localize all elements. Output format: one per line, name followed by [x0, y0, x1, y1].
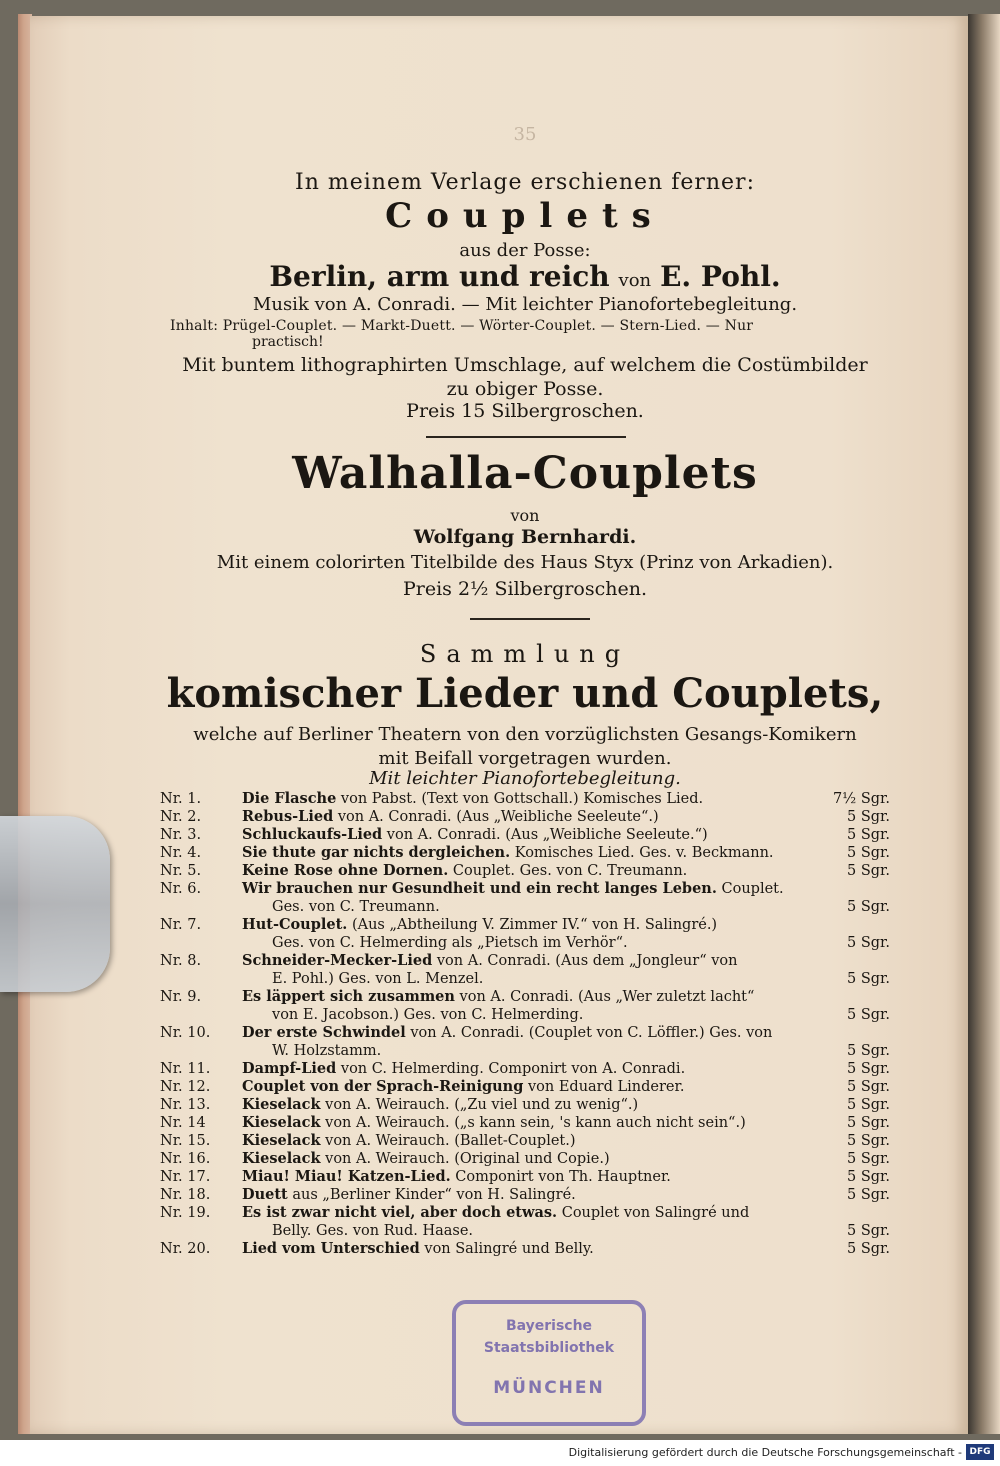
song-text [242, 1204, 802, 1222]
song-details: von A. Conradi. (Aus „Weibliche Seeleute“.) [333, 809, 659, 825]
song-details-continued: Ges. von C. Treumann. [272, 899, 440, 915]
song-title: Miau! Miau! Katzen-Lied. [242, 1168, 451, 1185]
song-number: Nr. 11. [160, 1061, 211, 1077]
work-title: Berlin, arm und reich [269, 260, 610, 293]
song-title: Es ist zwar nicht viel, aber doch etwas. [242, 1204, 558, 1221]
dfg-logo: DFG [966, 1444, 994, 1460]
book-gutter [968, 14, 1000, 1434]
song-price: 5 Sgr. [847, 935, 890, 951]
page-clip [0, 816, 110, 992]
work-line [160, 260, 890, 293]
song-text [242, 1168, 802, 1186]
song-number: Nr. 6. [160, 881, 202, 897]
song-price: 5 Sgr. [847, 1133, 890, 1149]
song-details: von Eduard Linderer. [523, 1079, 685, 1095]
cover-line-2: zu obiger Posse. [446, 378, 604, 400]
song-text [242, 1240, 802, 1258]
song-number: Nr. 5. [160, 863, 202, 879]
song-text [242, 916, 802, 934]
song-text [242, 880, 802, 898]
song-number: Nr. 2. [160, 809, 202, 825]
song-number: Nr. 3. [160, 827, 202, 843]
contents-line-1: Inhalt: Prügel-Couplet. — Markt-Duett. — Wörter-Couplet. — Stern-Lied. — Nur [170, 318, 754, 334]
song-title: Hut-Couplet. [242, 916, 348, 933]
walhalla-author: Wolfgang Bernhardi. [413, 526, 637, 548]
song-details: von A. Weirauch. (Original und Copie.) [320, 1151, 610, 1167]
song-number: Nr. 10. [160, 1025, 211, 1041]
music-line: Musik von A. Conradi. — Mit leichter Pianofortebegleitung. [252, 294, 798, 315]
song-title: Es läppert sich zusammen [242, 988, 455, 1005]
divider-1 [426, 436, 626, 438]
song-title: Kieselack [242, 1150, 321, 1167]
song-title: Kieselack [242, 1132, 321, 1149]
stamp-line-3: MÜNCHEN [493, 1378, 605, 1398]
song-details: von Pabst. (Text von Gottschall.) Komisches Lied. [336, 791, 704, 807]
song-details-continued: von E. Jacobson.) Ges. von C. Helmerding. [272, 1007, 584, 1023]
song-number: Nr. 15. [160, 1133, 211, 1149]
song-price: 5 Sgr. [847, 899, 890, 915]
song-number: Nr. 9. [160, 989, 202, 1005]
song-number: Nr. 16. [160, 1151, 211, 1167]
song-title: Couplet von der Sprach-Reinigung [242, 1078, 524, 1095]
song-details: Couplet. Ges. von C. Treumann. [448, 863, 688, 879]
library-stamp [452, 1300, 646, 1426]
song-number: Nr. 1. [160, 791, 202, 807]
song-title: Der erste Schwindel [242, 1024, 406, 1041]
cover-line-1: Mit buntem lithographirten Umschlage, auf welchem die Costümbilder [182, 354, 868, 376]
song-text [242, 1096, 802, 1114]
song-title: Die Flasche [242, 790, 337, 807]
song-price: 5 Sgr. [847, 1241, 890, 1257]
song-title: Duett [242, 1186, 288, 1203]
song-number: Nr. 7. [160, 917, 202, 933]
song-number: Nr. 17. [160, 1169, 211, 1185]
page-number: 35 [513, 124, 537, 145]
song-text [242, 790, 802, 808]
contents-line-2: practisch! [252, 334, 324, 350]
song-number: Nr. 12. [160, 1079, 211, 1095]
song-price: 5 Sgr. [847, 1097, 890, 1113]
song-price: 5 Sgr. [847, 845, 890, 861]
song-text [242, 1132, 802, 1150]
walhalla-price: Preis 2½ Silbergroschen. [402, 578, 647, 600]
song-price: 5 Sgr. [847, 809, 890, 825]
song-text [242, 1186, 802, 1204]
song-details: von A. Conradi. (Aus dem „Jongleur“ von [432, 953, 738, 969]
song-text [242, 1024, 802, 1042]
divider-2 [470, 618, 590, 620]
song-text [242, 826, 802, 844]
song-details: Couplet. [716, 881, 784, 897]
song-details-continued: Ges. von C. Helmerding als „Pietsch im Verhör“. [272, 935, 628, 951]
song-text [242, 988, 802, 1006]
song-price: 5 Sgr. [847, 827, 890, 843]
song-details: von A. Conradi. (Aus „Wer zuletzt lacht“ [454, 989, 755, 1005]
song-title: Rebus-Lied [242, 808, 334, 825]
sammlung-title: Sammlung [419, 640, 631, 668]
song-number: Nr. 18. [160, 1187, 211, 1203]
song-text [242, 1060, 802, 1078]
sammlung-accomp: Mit leichter Pianofortebegleitung. [369, 768, 681, 789]
price-line: Preis 15 Silbergroschen. [406, 400, 644, 422]
song-details-continued: W. Holzstamm. [272, 1043, 382, 1059]
song-details: von A. Conradi. (Couplet von C. Löffler.) Ges. von [405, 1025, 773, 1041]
song-price: 5 Sgr. [847, 1223, 890, 1239]
song-details: von Salingré und Belly. [419, 1241, 594, 1257]
song-price: 5 Sgr. [847, 1007, 890, 1023]
song-price: 5 Sgr. [847, 1061, 890, 1077]
song-details: Couplet von Salingré und [557, 1205, 750, 1221]
song-details-continued: Belly. Ges. von Rud. Haase. [272, 1223, 474, 1239]
couplets-title: Couplets [385, 196, 665, 236]
walhalla-note: Mit einem colorirten Titelbilde des Haus Styx (Prinz von Arkadien). [216, 552, 834, 573]
song-number: Nr. 8. [160, 953, 202, 969]
song-number: Nr. 20. [160, 1241, 211, 1257]
song-price: 5 Sgr. [847, 863, 890, 879]
song-details: von A. Weirauch. („Zu viel und zu wenig“.) [320, 1097, 639, 1113]
song-price: 5 Sgr. [847, 1187, 890, 1203]
work-author: E. Pohl. [660, 260, 781, 293]
song-title: Kieselack [242, 1114, 321, 1131]
song-text [242, 952, 802, 970]
song-title: Wir brauchen nur Gesundheit und ein recht langes Leben. [242, 880, 717, 897]
song-text [242, 808, 802, 826]
song-details: aus „Berliner Kinder“ von H. Salingré. [287, 1187, 576, 1203]
song-price: 5 Sgr. [847, 1043, 890, 1059]
song-details: von A. Weirauch. („s kann sein, 's kann auch nicht sein“.) [320, 1115, 746, 1131]
song-text [242, 1150, 802, 1168]
song-title: Kieselack [242, 1096, 321, 1113]
song-details-continued: E. Pohl.) Ges. von L. Menzel. [272, 971, 484, 987]
posse-line: aus der Posse: [459, 240, 591, 261]
stamp-line-1: Bayerische [505, 1318, 593, 1334]
song-text [242, 844, 802, 862]
song-number: Nr. 13. [160, 1097, 211, 1113]
song-title: Sie thute gar nichts dergleichen. [242, 844, 511, 861]
song-details: (Aus „Abtheilung V. Zimmer IV.“ von H. Salingré.) [347, 917, 718, 933]
song-title: Schluckaufs-Lied [242, 826, 383, 843]
song-price: 5 Sgr. [847, 1151, 890, 1167]
stamp-line-2: Staatsbibliothek [483, 1340, 615, 1356]
song-details: Componirt von Th. Hauptner. [450, 1169, 671, 1185]
song-price: 5 Sgr. [847, 1079, 890, 1095]
intro-line: In meinem Verlage erschienen ferner: [295, 170, 755, 195]
walhalla-title: Walhalla-Couplets [292, 448, 758, 499]
sammlung-subtitle: komischer Lieder und Couplets, [166, 670, 884, 717]
song-details: von A. Weirauch. (Ballet-Couplet.) [320, 1133, 576, 1149]
song-text [242, 862, 802, 880]
song-details: Komisches Lied. Ges. v. Beckmann. [510, 845, 774, 861]
song-number: Nr. 19. [160, 1205, 211, 1221]
footer-credit: Digitalisierung gefördert durch die Deutsche Forschungsgemeinschaft - [568, 1446, 962, 1459]
song-title: Dampf-Lied [242, 1060, 337, 1077]
song-price: 7½ Sgr. [832, 791, 890, 807]
walhalla-by: von [510, 506, 540, 525]
song-price: 5 Sgr. [847, 1169, 890, 1185]
song-title: Keine Rose ohne Dornen. [242, 862, 449, 879]
song-details: von A. Conradi. (Aus „Weibliche Seeleute.“) [382, 827, 708, 843]
work-by: von [618, 270, 652, 291]
song-number: Nr. 4. [160, 845, 202, 861]
song-title: Schneider-Mecker-Lied [242, 952, 433, 969]
sammlung-desc-1: welche auf Berliner Theatern von den vorzüglichsten Gesangs-Komikern [193, 724, 857, 745]
footer-bar [0, 1440, 1000, 1466]
song-number: Nr. 14 [160, 1115, 206, 1131]
song-price: 5 Sgr. [847, 1115, 890, 1131]
song-price: 5 Sgr. [847, 971, 890, 987]
song-title: Lied vom Unterschied [242, 1240, 420, 1257]
song-details: von C. Helmerding. Componirt von A. Conradi. [336, 1061, 686, 1077]
sammlung-desc-2: mit Beifall vorgetragen wurden. [378, 748, 672, 769]
song-text [242, 1078, 802, 1096]
song-text [242, 1114, 802, 1132]
